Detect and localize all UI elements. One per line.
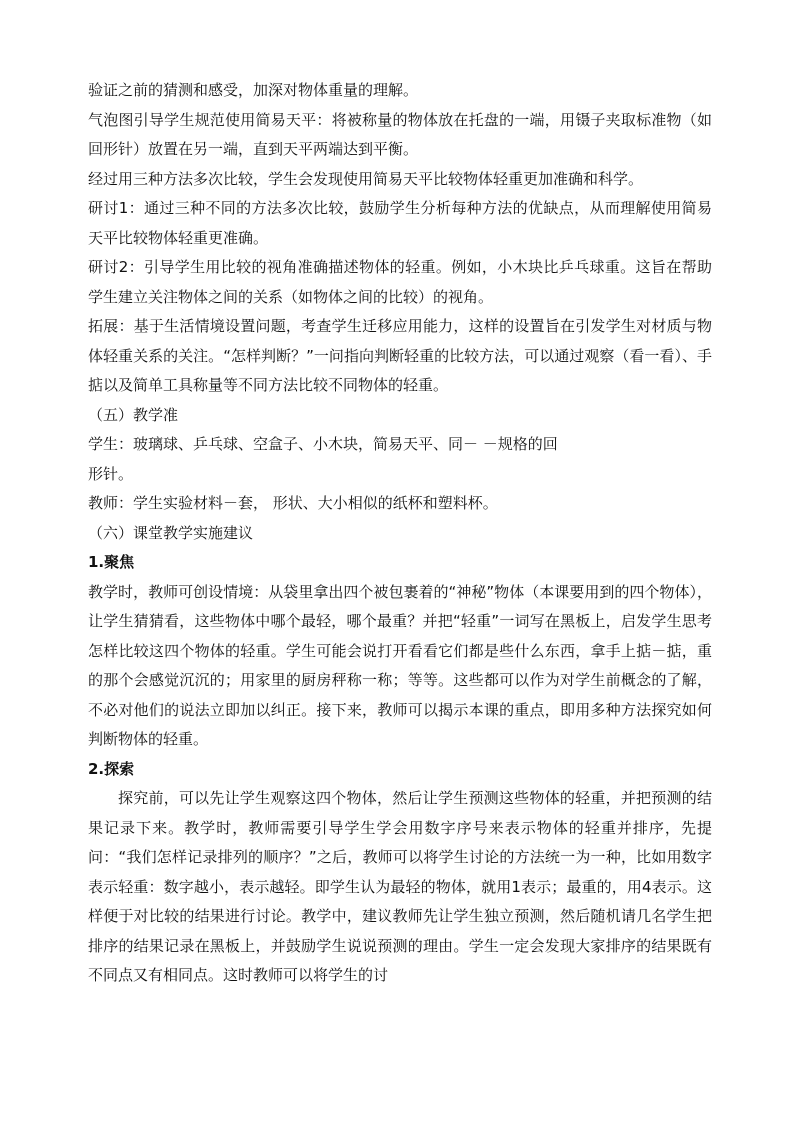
paragraph-focus: 教学时，教师可创设情境：从袋里拿出四个被包裹着的“神秘”物体（本课要用到的四个物体），让学生猜猜看，这些物体中哪个最轻，哪个最重？并把“轻重”一词写在黑板上，启发学生思考怎样比较这四个物体的轻重。学生可能会说打开看看它们都是些什么东西，拿手上掂－掂，重的那个会感觉沉沉的；用家里的厨房秤称一称；等等。这些都可以作为对学生前概念的了解，不必对他们的说法立即加以纠正。接下来，教师可以揭示本课的重点，即用多种方法探究如何判断物体的轻重。 (88, 582, 712, 748)
paragraph-teacher-materials: 教师：学生实验材料－套， 形状、大小相似的纸杯和塑料杯。 (88, 494, 498, 512)
paragraph-1: 验证之前的猜测和感受，加深对物体重量的理解。 (88, 81, 419, 99)
section-heading-6: （六）课堂教学实施建议 (88, 523, 254, 542)
paragraph-3: 经过用三种方法多次比较，学生会发现使用简易天平比较物体轻重更加准确和科学。 (88, 169, 644, 188)
paragraph-5: 研讨2：引导学生用比较的视角准确描述物体的轻重。例如，小木块比乒乓球重。这旨在帮助学生建立关注物体之间的关系（如物体之间的比较）的视角。 (88, 258, 712, 306)
paragraph-explore: 探究前，可以先让学生观察这四个物体，然后让学生预测这些物体的轻重，并把预测的结果记录下来。教学时，教师需要引导学生学会用数字序号来表示物体的轻重并排序，先提问：“我们怎样记录排列的顺序？”之后，教师可以将学生讨论的方法统一为一种，比如用数字表示轻重：数字越小，表示越轻。即学生认为最轻的物体，就用1表示；最重的，用4表示。这样便于对比较的结果进行讨论。教学中，建议教师先让学生独立预测，然后随机请几名学生把排序的结果记录在黑板上，并鼓励学生说说预测的理由。学生一定会发现大家排序的结果既有不同点又有相同点。这时教师可以将学生的讨 (88, 789, 712, 984)
subheading-explore: 2.探索 (88, 759, 135, 778)
paragraph-6: 拓展：基于生活情境设置问题，考查学生迁移应用能力，这样的设置旨在引发学生对材质与物体轻重关系的关注。“怎样判断？”一问指向判断轻重的比较方法，可以通过观察（看一看）、手掂以及简单工具称量等不同方法比较不同物体的轻重。 (88, 317, 712, 394)
document-page (88, 76, 712, 991)
paragraph-students-materials: 学生：玻璃球、乒乓球、空盒子、小木块，简易天平、同－ －规格的回 (88, 435, 558, 453)
subheading-focus: 1.聚焦 (88, 553, 135, 571)
section-heading-5: （五）教学准 (88, 405, 179, 424)
paragraph-4: 研讨1：通过三种不同的方法多次比较，鼓励学生分析每种方法的优缺点，从而理解使用简易天平比较物体轻重更准确。 (88, 199, 712, 247)
paragraph-students-materials-cont: 形针。 (88, 464, 134, 483)
paragraph-2: 气泡图引导学生规范使用简易天平：将被称量的物体放在托盘的一端，用镊子夹取标准物（如回形针）放置在另一端，直到天平两端达到平衡。 (88, 110, 712, 158)
